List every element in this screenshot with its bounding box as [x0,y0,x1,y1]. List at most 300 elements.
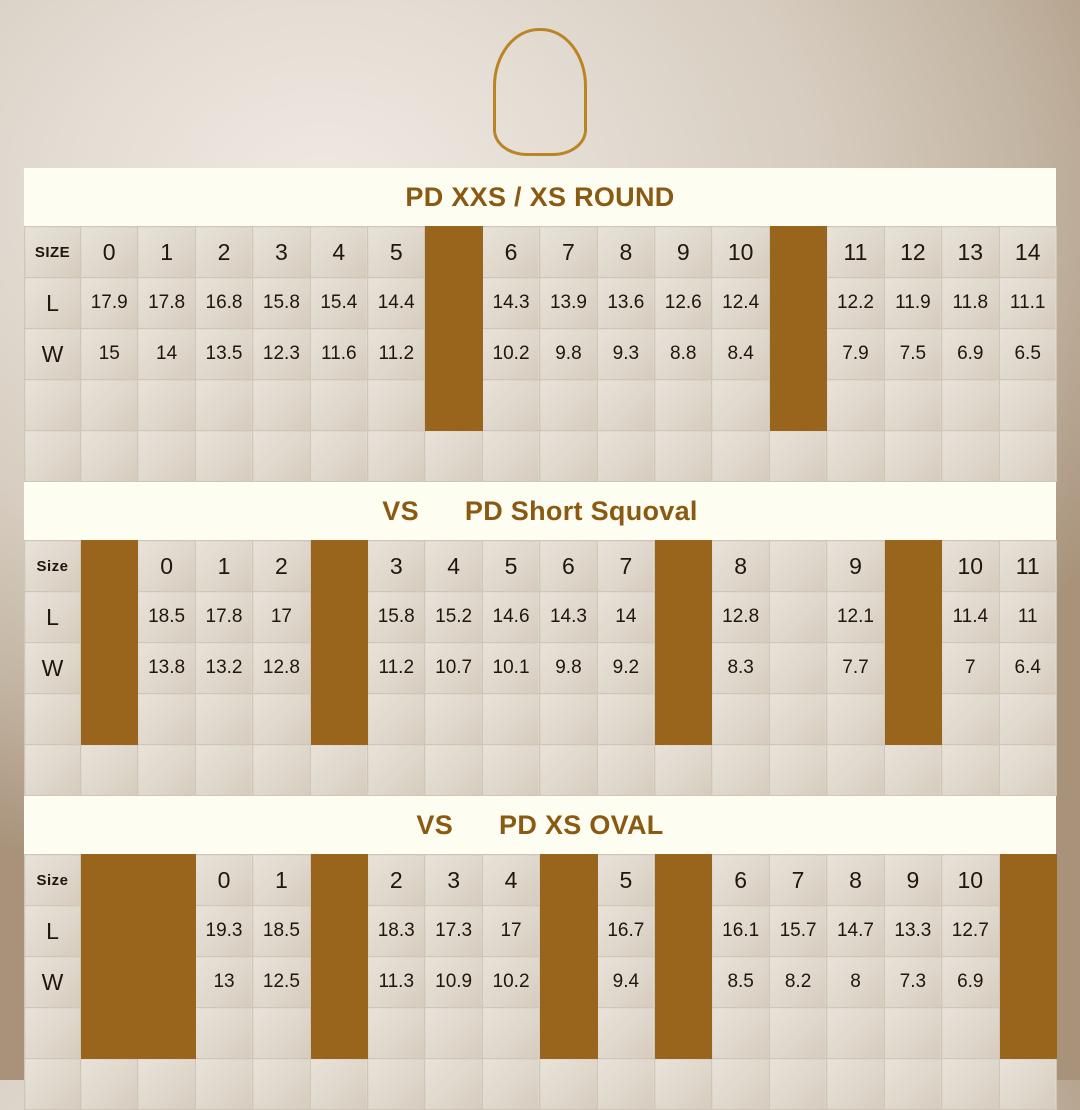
table-title-3-text: PD XS OVAL [499,810,664,840]
spacer2-cell-16 [999,1059,1056,1110]
spacer-cell-0 [81,694,138,745]
cell-size-11: 8 [712,541,769,592]
spacer-cell-2 [195,1008,252,1059]
spacer2-cell-16 [999,431,1056,482]
spacer-cell-14 [884,694,941,745]
cell-L-14 [884,592,941,643]
spacer2-cell-5 [368,431,425,482]
cell-W-14: 7.5 [884,329,941,380]
spacer2-cell-3 [253,745,310,796]
spacer-cell-13 [827,1008,884,1059]
cell-size-10: 9 [655,227,712,278]
cell-size-12 [769,227,826,278]
cell-L-5: 15.8 [368,592,425,643]
spacer2-cell-9 [597,1059,654,1110]
table-row-spacer [25,1008,1057,1059]
row-label-L: L [25,278,81,329]
cell-size-1: 1 [138,227,195,278]
cell-size-14: 12 [884,227,941,278]
table-row [25,855,1057,906]
spacer2-cell-11 [712,431,769,482]
cell-L-13: 12.1 [827,592,884,643]
cell-L-8 [540,906,597,957]
cell-L-7: 17 [482,906,539,957]
spacer2-cell-12 [769,431,826,482]
spacer2-cell-14 [884,431,941,482]
cell-L-2: 16.8 [195,278,252,329]
nail-outline-icon [0,26,1080,158]
spacer2-cell-4 [310,745,367,796]
cell-size-7: 5 [482,541,539,592]
cell-size-15: 10 [942,541,999,592]
cell-L-11: 12.8 [712,592,769,643]
spacer2-cell-7 [482,1059,539,1110]
spacer2-label [25,431,81,482]
cell-size-16: 14 [999,227,1056,278]
cell-W-3: 12.3 [253,329,310,380]
table-row [25,957,1057,1008]
spacer-cell-4 [310,694,367,745]
spacer-cell-5 [368,380,425,431]
spacer2-cell-4 [310,1059,367,1110]
cell-L-14: 11.9 [884,278,941,329]
cell-size-2: 1 [195,541,252,592]
cell-W-14: 7.3 [884,957,941,1008]
table-pd-xs-oval [24,854,1057,1110]
spacer2-cell-2 [195,431,252,482]
spacer2-cell-13 [827,745,884,796]
cell-L-10 [655,906,712,957]
cell-W-0 [81,643,138,694]
spacer-cell-15 [942,380,999,431]
cell-W-9: 9.2 [597,643,654,694]
spacer-cell-9 [597,380,654,431]
cell-L-4: 15.4 [310,278,367,329]
cell-W-15: 6.9 [942,329,999,380]
row-label-size: Size [25,855,81,906]
section-pd-xxs-xs-round [24,168,1056,482]
cell-size-9: 5 [597,855,654,906]
spacer-cell-7 [482,380,539,431]
spacer2-cell-10 [655,745,712,796]
cell-W-5: 11.2 [368,643,425,694]
cell-W-9: 9.3 [597,329,654,380]
cell-W-1 [138,957,195,1008]
cell-size-3: 3 [253,227,310,278]
section-pd-short-squoval [24,482,1056,796]
spacer2-cell-14 [884,1059,941,1110]
spacer2-cell-12 [769,1059,826,1110]
spacer2-cell-12 [769,745,826,796]
cell-W-16: 6.4 [999,643,1056,694]
row-label-size: SIZE [25,227,81,278]
cell-W-1: 14 [138,329,195,380]
spacer2-cell-6 [425,745,482,796]
spacer2-cell-2 [195,745,252,796]
table-row-spacer [25,694,1057,745]
cell-L-2: 19.3 [195,906,252,957]
spacer2-cell-3 [253,431,310,482]
cell-W-1: 13.8 [138,643,195,694]
cell-size-16 [999,855,1056,906]
spacer2-cell-14 [884,745,941,796]
table-pd-short-squoval [24,540,1057,796]
cell-L-8: 13.9 [540,278,597,329]
cell-W-6: 10.7 [425,643,482,694]
cell-L-12 [769,278,826,329]
cell-W-10 [655,957,712,1008]
spacer-label [25,1008,81,1059]
cell-L-9: 13.6 [597,278,654,329]
cell-size-15: 10 [942,855,999,906]
cell-L-12 [769,592,826,643]
cell-W-7: 10.2 [482,957,539,1008]
cell-W-14 [884,643,941,694]
cell-W-12 [769,329,826,380]
spacer-cell-2 [195,694,252,745]
cell-L-0: 17.9 [81,278,138,329]
cell-size-9: 8 [597,227,654,278]
spacer2-cell-6 [425,431,482,482]
nail-shape [493,28,587,156]
cell-W-6 [425,329,482,380]
spacer2-cell-6 [425,1059,482,1110]
spacer-cell-7 [482,694,539,745]
spacer-cell-15 [942,1008,999,1059]
cell-W-15: 7 [942,643,999,694]
cell-W-4 [310,957,367,1008]
cell-L-14: 13.3 [884,906,941,957]
spacer2-label [25,745,81,796]
cell-size-0 [81,541,138,592]
cell-W-7: 10.1 [482,643,539,694]
cell-W-0: 15 [81,329,138,380]
spacer2-cell-15 [942,431,999,482]
cell-L-5: 14.4 [368,278,425,329]
table-row [25,541,1057,592]
cell-L-1: 18.5 [138,592,195,643]
table-title-3 [24,796,1056,854]
table-row [25,278,1057,329]
spacer-cell-12 [769,380,826,431]
cell-size-4: 4 [310,227,367,278]
cell-size-11: 10 [712,227,769,278]
spacer2-cell-0 [81,1059,138,1110]
table-row-spacer-2 [25,431,1057,482]
row-label-size: Size [25,541,81,592]
cell-L-9: 14 [597,592,654,643]
cell-size-13: 8 [827,855,884,906]
cell-size-3: 2 [253,541,310,592]
spacer-cell-11 [712,694,769,745]
spacer-cell-5 [368,694,425,745]
cell-W-8 [540,957,597,1008]
table-pd-xxs-xs-round [24,226,1057,482]
spacer2-cell-8 [540,431,597,482]
cell-size-7: 6 [482,227,539,278]
spacer2-cell-7 [482,745,539,796]
cell-L-1 [138,906,195,957]
cell-size-11: 6 [712,855,769,906]
table-row [25,592,1057,643]
cell-size-6: 4 [425,541,482,592]
cell-L-13: 14.7 [827,906,884,957]
cell-W-15: 6.9 [942,957,999,1008]
cell-L-11: 16.1 [712,906,769,957]
spacer-cell-8 [540,380,597,431]
spacer-cell-2 [195,380,252,431]
spacer-cell-3 [253,694,310,745]
spacer2-cell-0 [81,431,138,482]
cell-W-2: 13.5 [195,329,252,380]
cell-W-13: 7.7 [827,643,884,694]
row-label-W: W [25,329,81,380]
spacer2-cell-7 [482,431,539,482]
section-pd-xs-oval [24,796,1056,1110]
cell-L-15: 12.7 [942,906,999,957]
cell-W-6: 10.9 [425,957,482,1008]
spacer-cell-8 [540,1008,597,1059]
spacer-cell-8 [540,694,597,745]
cell-L-6 [425,278,482,329]
cell-L-7: 14.6 [482,592,539,643]
spacer2-cell-10 [655,431,712,482]
spacer-cell-14 [884,1008,941,1059]
cell-L-11: 12.4 [712,278,769,329]
cell-W-13: 8 [827,957,884,1008]
spacer-cell-10 [655,1008,712,1059]
table-row [25,643,1057,694]
spacer-cell-7 [482,1008,539,1059]
cell-size-6 [425,227,482,278]
table-title-2-text: PD Short Squoval [464,496,698,526]
spacer-cell-12 [769,1008,826,1059]
spacer-cell-16 [999,1008,1056,1059]
cell-W-2: 13.2 [195,643,252,694]
cell-W-12 [769,643,826,694]
spacer2-cell-3 [253,1059,310,1110]
cell-size-1: 0 [138,541,195,592]
cell-L-7: 14.3 [482,278,539,329]
cell-L-10: 12.6 [655,278,712,329]
cell-W-4 [310,643,367,694]
cell-L-3: 15.8 [253,278,310,329]
cell-W-3: 12.8 [253,643,310,694]
spacer2-cell-9 [597,431,654,482]
cell-size-4 [310,541,367,592]
spacer-cell-3 [253,1008,310,1059]
spacer2-cell-5 [368,745,425,796]
spacer-cell-10 [655,380,712,431]
cell-size-9: 7 [597,541,654,592]
spacer-cell-0 [81,380,138,431]
cell-size-8: 6 [540,541,597,592]
spacer-cell-4 [310,380,367,431]
row-label-W: W [25,643,81,694]
cell-W-7: 10.2 [482,329,539,380]
spacer2-cell-13 [827,1059,884,1110]
spacer2-cell-11 [712,745,769,796]
spacer-cell-13 [827,380,884,431]
cell-size-2: 2 [195,227,252,278]
spacer-cell-16 [999,380,1056,431]
cell-size-10 [655,541,712,592]
table-title-1: PD XXS / XS ROUND [24,168,1056,226]
cell-size-14 [884,541,941,592]
spacer-cell-13 [827,694,884,745]
cell-W-10: 8.8 [655,329,712,380]
spacer2-cell-2 [195,1059,252,1110]
spacer2-cell-15 [942,745,999,796]
spacer-cell-5 [368,1008,425,1059]
vs-label-2: VS [382,496,419,526]
spacer-cell-6 [425,380,482,431]
vs-label-3: VS [416,810,454,840]
cell-size-13: 9 [827,541,884,592]
spacer-cell-12 [769,694,826,745]
cell-W-9: 9.4 [597,957,654,1008]
row-label-L: L [25,906,81,957]
cell-size-5: 3 [368,541,425,592]
cell-size-8: 7 [540,227,597,278]
cell-L-5: 18.3 [368,906,425,957]
spacer2-cell-15 [942,1059,999,1110]
cell-size-4 [310,855,367,906]
spacer-cell-11 [712,1008,769,1059]
cell-W-16 [999,957,1056,1008]
cell-L-3: 17 [253,592,310,643]
cell-size-12 [769,541,826,592]
cell-size-12: 7 [769,855,826,906]
spacer-cell-6 [425,1008,482,1059]
table-row [25,906,1057,957]
cell-L-9: 16.7 [597,906,654,957]
cell-L-16 [999,906,1056,957]
spacer2-cell-11 [712,1059,769,1110]
spacer-cell-9 [597,1008,654,1059]
spacer2-cell-10 [655,1059,712,1110]
cell-L-8: 14.3 [540,592,597,643]
spacer2-cell-5 [368,1059,425,1110]
cell-size-10 [655,855,712,906]
spacer-cell-14 [884,380,941,431]
spacer2-cell-16 [999,745,1056,796]
cell-W-4: 11.6 [310,329,367,380]
cell-W-2: 13 [195,957,252,1008]
cell-W-3: 12.5 [253,957,310,1008]
spacer-cell-11 [712,380,769,431]
spacer2-cell-4 [310,431,367,482]
cell-L-4 [310,592,367,643]
cell-L-1: 17.8 [138,278,195,329]
cell-W-11: 8.4 [712,329,769,380]
cell-L-16: 11.1 [999,278,1056,329]
cell-size-16: 11 [999,541,1056,592]
cell-W-11: 8.3 [712,643,769,694]
cell-W-16: 6.5 [999,329,1056,380]
cell-size-14: 9 [884,855,941,906]
cell-W-5: 11.2 [368,329,425,380]
cell-W-8: 9.8 [540,643,597,694]
spacer-label [25,380,81,431]
spacer-cell-1 [138,380,195,431]
spacer-label [25,694,81,745]
cell-size-7: 4 [482,855,539,906]
cell-L-3: 18.5 [253,906,310,957]
spacer2-cell-13 [827,431,884,482]
cell-W-8: 9.8 [540,329,597,380]
cell-W-13: 7.9 [827,329,884,380]
spacer2-cell-1 [138,431,195,482]
cell-L-2: 17.8 [195,592,252,643]
table-title-2 [24,482,1056,540]
spacer-cell-4 [310,1008,367,1059]
row-label-L: L [25,592,81,643]
cell-size-13: 11 [827,227,884,278]
cell-L-0 [81,592,138,643]
tables-container [24,168,1056,1110]
table-row-spacer-2 [25,745,1057,796]
cell-L-16: 11 [999,592,1056,643]
spacer-cell-9 [597,694,654,745]
spacer-cell-10 [655,694,712,745]
cell-size-0 [81,855,138,906]
cell-L-4 [310,906,367,957]
cell-size-8 [540,855,597,906]
cell-L-10 [655,592,712,643]
cell-L-15: 11.4 [942,592,999,643]
spacer2-cell-8 [540,745,597,796]
spacer-cell-1 [138,694,195,745]
cell-size-5: 5 [368,227,425,278]
spacer-cell-16 [999,694,1056,745]
spacer2-cell-1 [138,745,195,796]
spacer-cell-6 [425,694,482,745]
cell-L-6: 17.3 [425,906,482,957]
cell-L-13: 12.2 [827,278,884,329]
spacer-cell-3 [253,380,310,431]
spacer-cell-0 [81,1008,138,1059]
spacer-cell-1 [138,1008,195,1059]
cell-W-10 [655,643,712,694]
table-row [25,227,1057,278]
spacer2-cell-9 [597,745,654,796]
cell-size-0: 0 [81,227,138,278]
cell-size-15: 13 [942,227,999,278]
cell-size-3: 1 [253,855,310,906]
cell-size-1 [138,855,195,906]
cell-W-12: 8.2 [769,957,826,1008]
spacer2-cell-1 [138,1059,195,1110]
cell-W-11: 8.5 [712,957,769,1008]
spacer2-cell-0 [81,745,138,796]
row-label-W: W [25,957,81,1008]
cell-L-12: 15.7 [769,906,826,957]
cell-size-5: 2 [368,855,425,906]
cell-size-2: 0 [195,855,252,906]
cell-W-0 [81,957,138,1008]
table-row-spacer-2 [25,1059,1057,1110]
table-row-spacer [25,380,1057,431]
cell-W-5: 11.3 [368,957,425,1008]
spacer2-cell-8 [540,1059,597,1110]
spacer2-label [25,1059,81,1110]
table-row [25,329,1057,380]
cell-L-0 [81,906,138,957]
cell-size-6: 3 [425,855,482,906]
spacer-cell-15 [942,694,999,745]
cell-L-15: 11.8 [942,278,999,329]
